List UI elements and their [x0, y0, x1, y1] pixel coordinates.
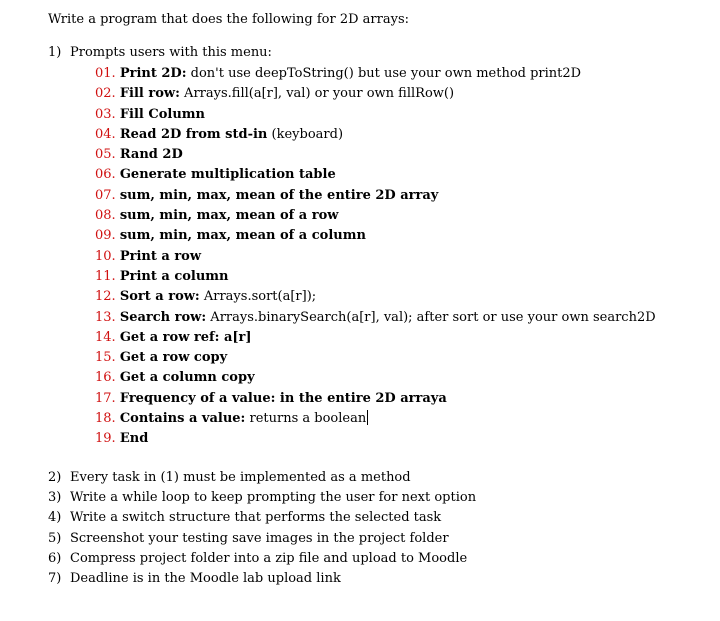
- menu-item-title: End: [119, 431, 149, 447]
- step-text: Compress project folder into a zip file and upload to Moodle: [70, 550, 468, 566]
- menu-item-title: Generate multiplication table: [119, 167, 336, 183]
- menu-item-title: Read 2D from std-in: [119, 126, 268, 142]
- menu-item-number: 12.: [95, 289, 116, 305]
- menu-item-detail: Arrays.binarySearch(a[r], val); after sort or use your own search2D: [206, 309, 656, 325]
- menu-item: [95, 125, 656, 145]
- menu-item-number: 11.: [95, 268, 116, 284]
- step-item: [48, 529, 476, 549]
- step-number: 5): [48, 530, 62, 546]
- menu-item-number: 16.: [95, 370, 116, 386]
- menu-item-title: sum, min, max, mean of a row: [119, 208, 339, 224]
- menu-item-number: 15.: [95, 350, 116, 366]
- menu-item-detail: Arrays.fill(a[r], val) or your own fillRow(): [179, 86, 455, 102]
- step-number: 6): [48, 550, 62, 566]
- menu-item-title: Fill Column: [119, 106, 206, 122]
- menu-item-title: Sort a row:: [119, 289, 200, 305]
- menu-item: [95, 84, 656, 104]
- step-text: Write a switch structure that performs the selected task: [70, 510, 442, 526]
- menu-item-number: 09.: [95, 228, 116, 244]
- step-text: Every task in (1) must be implemented as a method: [70, 470, 411, 485]
- menu-item: [95, 186, 656, 206]
- menu-item-detail: don't use deepToString() but use your own method print2D: [186, 66, 582, 81]
- menu-item-number: 01.: [95, 66, 116, 81]
- menu-item-number: 07.: [95, 187, 116, 203]
- menu-item-number: 17.: [95, 390, 116, 406]
- step-text: Deadline is in the Moodle lab upload link: [70, 570, 341, 586]
- menu-item-number: 19.: [95, 431, 116, 447]
- step-item: [48, 569, 476, 589]
- menu-item-number: 06.: [95, 167, 116, 183]
- step-text: Write a while loop to keep prompting the user for next option: [70, 490, 477, 506]
- menu-item-number: 13.: [95, 309, 116, 325]
- document-heading: Write a program that does the following for 2D arrays:: [48, 12, 409, 27]
- step-item: [48, 468, 476, 488]
- step-text: Screenshot your testing save images in the project folder: [70, 530, 449, 546]
- step-number: 1): [48, 45, 62, 60]
- menu-item: [95, 368, 656, 388]
- step-number: 3): [48, 490, 62, 506]
- menu-item-title: sum, min, max, mean of the entire 2D array: [119, 187, 439, 203]
- step-number: 2): [48, 470, 62, 485]
- menu-item: [95, 409, 656, 429]
- menu-item: [95, 429, 656, 449]
- menu-item-title: Rand 2D: [119, 147, 183, 163]
- menu-item-title: Search row:: [119, 309, 207, 325]
- menu-item: [95, 105, 656, 125]
- menu-item: [95, 267, 656, 287]
- menu-item-title: Frequency of a value: in the entire 2D arraya: [119, 390, 447, 406]
- menu-item-number: 10.: [95, 248, 116, 264]
- menu-item: [95, 145, 656, 165]
- step-text: Prompts users with this menu:: [70, 45, 272, 60]
- menu-item-detail: returns a boolean: [245, 411, 367, 427]
- menu-item: [95, 206, 656, 226]
- menu-item: [95, 328, 656, 348]
- menu-item: [95, 348, 656, 368]
- menu-item-number: 18.: [95, 411, 116, 427]
- menu-item-title: Contains a value:: [119, 411, 246, 427]
- menu-item-title: Print a column: [119, 268, 229, 284]
- menu-item: [95, 165, 656, 185]
- steps-list: [48, 468, 476, 589]
- menu-item-detail: Arrays.sort(a[r]);: [199, 289, 317, 305]
- step-item: [48, 549, 476, 569]
- menu-item-title: Fill row:: [119, 86, 180, 102]
- menu-item-title: Get a column copy: [119, 370, 255, 386]
- step-1: [48, 45, 272, 60]
- menu-item-number: 08.: [95, 208, 116, 224]
- menu-item-title: Print a row: [119, 248, 202, 264]
- menu-item-title: sum, min, max, mean of a column: [119, 228, 366, 244]
- menu-item: [95, 389, 656, 409]
- menu-item: [95, 287, 656, 307]
- menu-item-title: Get a row ref: a[r]: [119, 329, 252, 345]
- menu-item-title: Print 2D:: [119, 66, 187, 81]
- step-item: [48, 508, 476, 528]
- menu-item-title: Get a row copy: [119, 350, 228, 366]
- menu-item: [95, 308, 656, 328]
- step-number: 7): [48, 570, 62, 586]
- menu-item-number: 03.: [95, 106, 116, 122]
- menu-item-number: 04.: [95, 126, 116, 142]
- menu-item: [95, 226, 656, 246]
- menu-item-detail: (keyboard): [267, 126, 344, 142]
- menu-item-number: 05.: [95, 147, 116, 163]
- menu-item: [95, 64, 656, 84]
- step-item: [48, 488, 476, 508]
- text-cursor: [367, 410, 368, 425]
- menu-item-number: 02.: [95, 86, 116, 102]
- menu-list: [95, 64, 656, 450]
- menu-item-number: 14.: [95, 329, 116, 345]
- menu-item: [95, 247, 656, 267]
- step-number: 4): [48, 510, 62, 526]
